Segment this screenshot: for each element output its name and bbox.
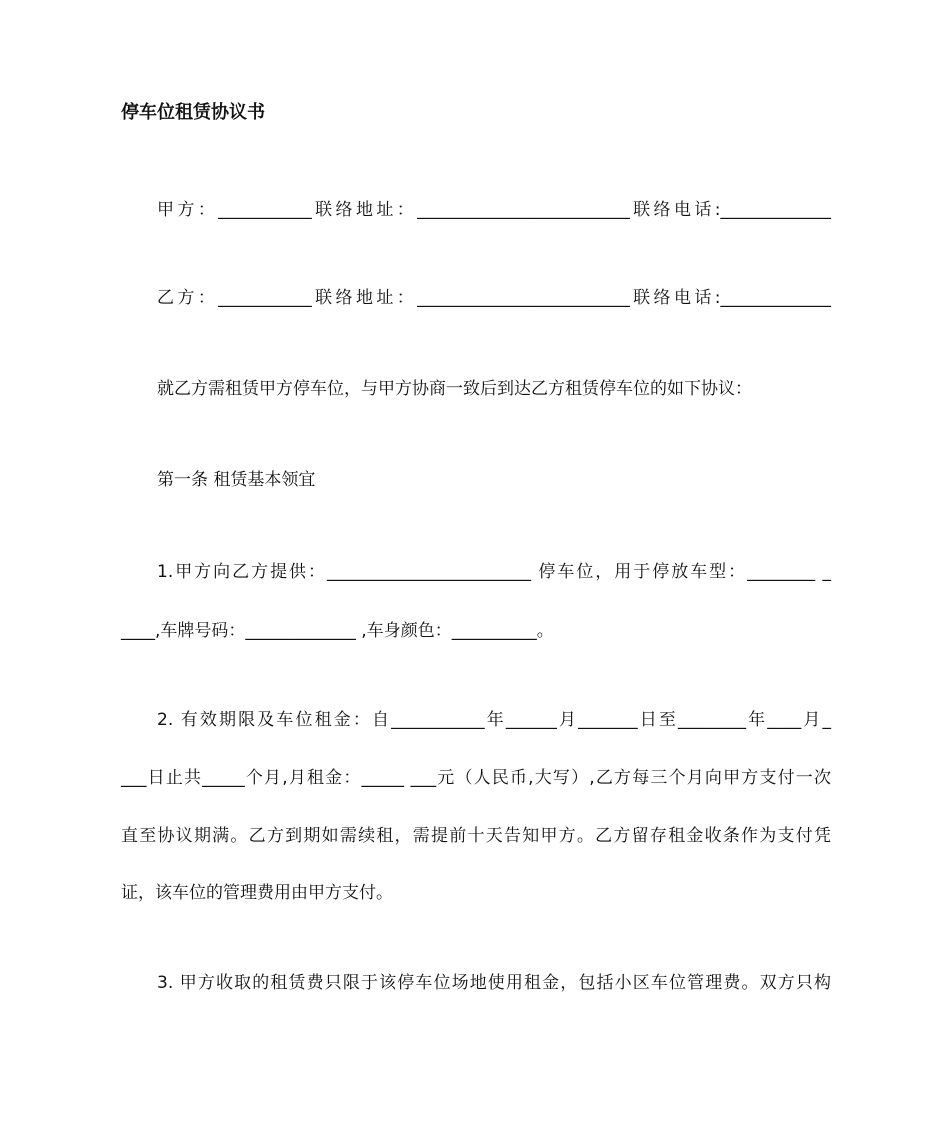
clause-1-line-2: ____,车牌号码：_____________ ,车身颜色：__________。	[121, 621, 554, 641]
party-b-line: 乙方：___________联络地址：_________________________联络电话:_____________	[157, 288, 831, 308]
clause-2-line-1: 2. 有效期限及车位租金：自___________年______月_______日至________年____月_	[157, 710, 831, 730]
clause-2-line-4: 证，该车位的管理费用由甲方支付。	[121, 883, 393, 903]
clause-2-line-2: ___日止共_____个月,月租金：_____ ___元（人民币,大写）,乙方每三个月向甲方支付一次	[121, 768, 831, 788]
party-a-line: 甲方：___________联络地址：_________________________联络电话:_____________	[157, 200, 831, 220]
article-one-heading: 第一条 租赁基本领宜	[157, 470, 316, 490]
document-title: 停车位租赁协议书	[121, 102, 265, 123]
clause-2-line-3: 直至协议期满。乙方到期如需续租，需提前十天告知甲方。乙方留存租金收条作为支付凭	[121, 826, 831, 846]
clause-3-line-1: 3. 甲方收取的租赁费只限于该停车位场地使用租金，包括小区车位管理费。双方只构	[157, 973, 831, 993]
clause-1-line-1: 1.甲方向乙方提供：________________________ 停车位，用于停放车型：________ _	[157, 562, 831, 582]
intro-paragraph: 就乙方需租赁甲方停车位，与甲方协商一致后到达乙方租赁停车位的如下协议：	[157, 379, 752, 399]
